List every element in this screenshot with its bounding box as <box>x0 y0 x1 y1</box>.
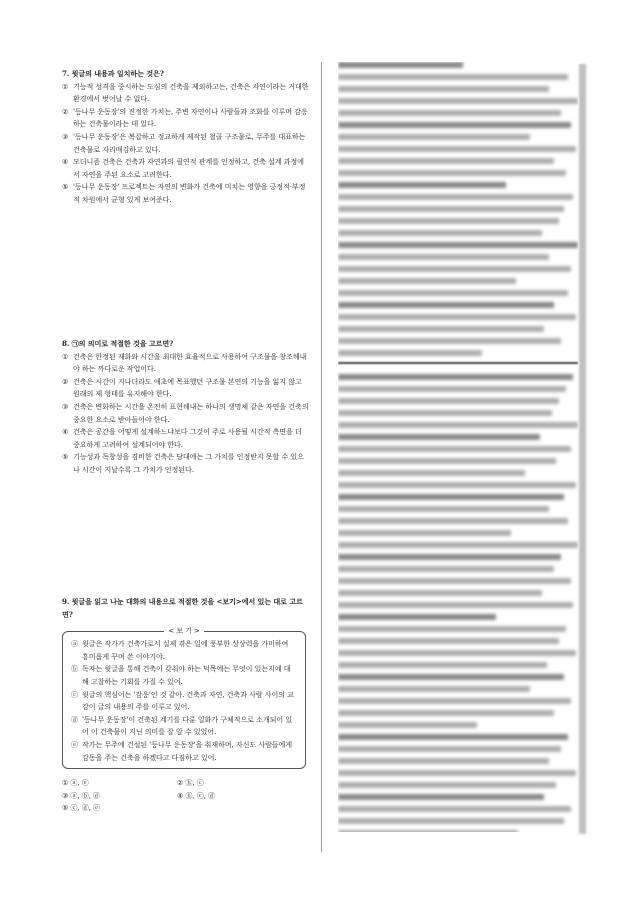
blurred-text-line <box>338 386 566 392</box>
answer-choice-3[interactable]: ③ ⓐ, ⓑ, ⓓ <box>62 790 101 800</box>
blurred-text-line <box>338 626 566 632</box>
blurred-text-line <box>338 278 516 284</box>
example-box-label: < 보 기 > <box>164 627 203 635</box>
blurred-text-line <box>338 662 547 668</box>
option-text: 건축은 공간을 어떻게 설계하느냐보다 그것이 주로 사용될 시간적 측면을 더 중요하게 고려하여 설계되어야 한다. <box>73 427 302 449</box>
blurred-edge-bar <box>579 64 586 834</box>
option-number: ② <box>62 376 69 386</box>
blurred-text-line <box>338 326 544 332</box>
answer-choices <box>62 777 310 814</box>
blurred-text-line <box>338 566 554 572</box>
blurred-text-line <box>338 590 542 596</box>
blurred-text-line <box>338 830 518 832</box>
q7-option-2[interactable] <box>62 106 310 131</box>
item-text: '등나무 운동장'이 건축된 계기를 다룬 일화가 구체적으로 소개되어 있어 이 건축물이 지닌 의미를 잘 알 수 있었어. <box>82 714 293 737</box>
blurred-answer-column <box>338 62 578 832</box>
question-8-title: 8. ㉠의 의미로 적절한 것을 고르면? <box>62 339 174 348</box>
blurred-text-line <box>338 206 564 212</box>
q7-option-5[interactable] <box>62 181 310 206</box>
blurred-text-line <box>338 266 571 272</box>
blurred-text-line <box>338 290 568 296</box>
blurred-text-line <box>338 338 561 344</box>
blurred-text-line <box>338 674 564 680</box>
blurred-text-line <box>338 506 549 512</box>
blurred-text-line <box>338 530 511 536</box>
question-7 <box>62 68 310 207</box>
blurred-text-line <box>338 482 576 488</box>
option-text: 기능성과 독창성을 겸비한 건축은 당대에는 그 가치를 인정받지 못할 수 있으나 시간이 지날수록 그 가치가 인정된다. <box>73 452 304 474</box>
blurred-text-line <box>338 434 540 440</box>
blurred-text-line <box>338 686 530 692</box>
blurred-text-line <box>338 782 556 788</box>
example-box <box>62 631 306 769</box>
q8-option-4[interactable] <box>62 426 310 451</box>
blurred-section-rule <box>338 362 578 364</box>
blurred-text-line <box>338 710 554 716</box>
blurred-text-line <box>338 758 549 764</box>
blurred-text-line <box>338 134 530 140</box>
blurred-text-line <box>338 518 568 524</box>
blurred-text-line <box>338 146 576 152</box>
item-text: 독자는 윗글을 통해 건축이 갖춰야 하는 덕목에는 무엇이 있는지에 대해 고찰하는 기회를 가질 수 있어. <box>82 664 291 686</box>
blurred-text-line <box>338 638 559 644</box>
blurred-text-line <box>338 542 578 548</box>
option-text: 모더니즘 건축은 건축과 자연과의 필연적 관계를 인정하고, 건축 설계 과정에서 자연을 주된 요소로 고려한다. <box>73 157 304 179</box>
blurred-text-line <box>338 110 561 116</box>
blurred-text-line <box>338 194 573 200</box>
blurred-text-line <box>338 74 568 80</box>
blurred-text-line <box>338 578 571 584</box>
blurred-text-line <box>338 818 564 824</box>
example-item-e <box>71 739 297 764</box>
item-letter: ⓓ <box>71 714 78 724</box>
blurred-text-line <box>338 410 552 416</box>
column-divider <box>321 62 322 852</box>
blurred-text-line <box>338 722 477 728</box>
option-number: ④ <box>62 157 69 167</box>
example-item-b <box>71 663 297 688</box>
item-letter: ⓒ <box>71 689 78 699</box>
item-letter: ⓑ <box>71 664 78 674</box>
answer-choice-1[interactable]: ① ⓐ, ⓔ <box>62 778 89 788</box>
question-9-title: 9. 윗글을 읽고 나눈 대화의 내용으로 적절한 것을 <보기>에서 있는 대로 고르면? <box>62 597 303 619</box>
option-number: ① <box>62 81 69 91</box>
question-7-title: 7. 윗글의 내용과 일치하는 것은? <box>62 69 164 78</box>
item-letter: ⓔ <box>71 739 78 749</box>
blurred-text-line <box>338 230 542 236</box>
blurred-text-line <box>338 98 578 104</box>
example-item-d <box>71 714 297 739</box>
blurred-text-line <box>338 734 568 740</box>
q8-option-2[interactable] <box>62 376 310 401</box>
blurred-text-line <box>338 350 482 356</box>
option-text: '등나무 운동장'의 진정한 가치는, 주변 자연이나 사람들과 조화를 이루며 감응하는 건축물이라는 데 있다. <box>73 106 308 129</box>
blurred-text-line <box>338 422 578 428</box>
blurred-text-line <box>338 374 573 380</box>
option-text: '등나무 운동장'은 복잡하고 정교하게 제작된 철골 구조물로, 무주를 대표하는 건축물로 자리매김하고 있다. <box>73 131 306 154</box>
blurred-text-line <box>338 182 506 188</box>
item-text: 윗글의 핵심어는 '감응'인 것 같아. 건축과 자연, 건축과 사람 사이의 교감이 글의 내용의 주를 이루고 있어. <box>82 689 294 712</box>
item-letter: ⓐ <box>71 639 78 649</box>
blurred-text-line <box>338 86 549 92</box>
blurred-text-line <box>338 62 463 68</box>
example-box-title <box>62 625 306 638</box>
option-number: ② <box>62 106 69 116</box>
option-number: ① <box>62 351 69 361</box>
blurred-text-line <box>338 698 571 704</box>
option-text: 건축은 한정된 재화와 시간을 최대한 효율적으로 사용하여 구조물을 창조해내야 하는 까다로운 작업이다. <box>73 351 307 374</box>
option-text: '등나무 운동장' 프로젝트는 자연의 변화가 건축에 미치는 영향을 긍정적·부정적 차원에서 균형 있게 보여준다. <box>73 182 306 204</box>
blurred-text-line <box>338 122 571 128</box>
item-text: 윗글은 작가가 건축가로서 실제 겪은 일에 풍부한 상상력을 가미하여 흥미롭게 꾸며 쓴 이야기야. <box>82 639 289 661</box>
blurred-text-line <box>338 554 561 560</box>
blurred-text-line <box>338 398 559 404</box>
option-text: 건축은 시간이 지나더라도 애초에 목표했던 구조물 본연의 기능을 잃지 않고 원래의 제 형태를 유지해야 한다. <box>73 376 302 399</box>
option-text: 기능적 성격을 중시하는 도심의 건축을 제외하고는, 건축은 자연이라는 거대한 환경에서 벗어날 수 없다. <box>73 81 309 104</box>
answer-choice-2[interactable]: ② ⓑ, ⓒ <box>177 778 204 788</box>
answer-choice-5[interactable]: ⑤ ⓒ, ⓓ, ⓔ <box>62 802 101 812</box>
blurred-text-line <box>338 650 576 656</box>
q7-option-1[interactable] <box>62 81 310 106</box>
blurred-text-line <box>338 806 571 812</box>
option-number: ④ <box>62 427 69 437</box>
blurred-text-line <box>338 158 554 164</box>
blurred-text-line <box>338 302 554 308</box>
q7-option-3[interactable] <box>62 131 310 156</box>
example-item-c <box>71 689 297 714</box>
blurred-text-line <box>338 794 544 800</box>
blurred-text-line <box>338 770 576 776</box>
example-box-wrapper <box>62 627 310 769</box>
answer-choice-4[interactable]: ④ ⓑ, ⓒ, ⓓ <box>177 790 216 800</box>
blurred-text-line <box>338 470 525 476</box>
blurred-text-line <box>338 446 571 452</box>
option-number: ③ <box>62 131 69 141</box>
option-number: ⑤ <box>62 182 69 192</box>
q8-option-5[interactable] <box>62 451 310 476</box>
blurred-text-line <box>338 614 496 620</box>
q7-option-4[interactable] <box>62 156 310 181</box>
blurred-text-line <box>338 746 561 752</box>
blurred-text-line <box>338 494 564 500</box>
item-text: 작가는 무주에 건설된 '등나무 운동장'을 취재하며, 자신도 사람들에게 감동을 주는 건축을 하겠다고 다짐하고 있어. <box>82 739 293 762</box>
option-number: ⑤ <box>62 452 69 462</box>
q8-option-1[interactable] <box>62 351 310 376</box>
question-8 <box>62 338 310 477</box>
blurred-text-line <box>338 602 573 608</box>
blurred-text-line <box>338 242 578 248</box>
blurred-text-line <box>338 254 549 260</box>
question-9 <box>62 596 310 814</box>
option-number: ③ <box>62 401 69 411</box>
blurred-text-line <box>338 458 556 464</box>
blurred-text-line <box>338 170 566 176</box>
blurred-text-line <box>338 218 559 224</box>
blurred-text-line <box>338 314 576 320</box>
option-text: 건축은 변화하는 시간을 온전히 표현해내는 하나의 생명체 같은 자연을 건축의 중요한 요소로 받아들어야 한다. <box>73 401 309 424</box>
q8-option-3[interactable] <box>62 401 310 426</box>
example-item-a <box>71 638 297 663</box>
